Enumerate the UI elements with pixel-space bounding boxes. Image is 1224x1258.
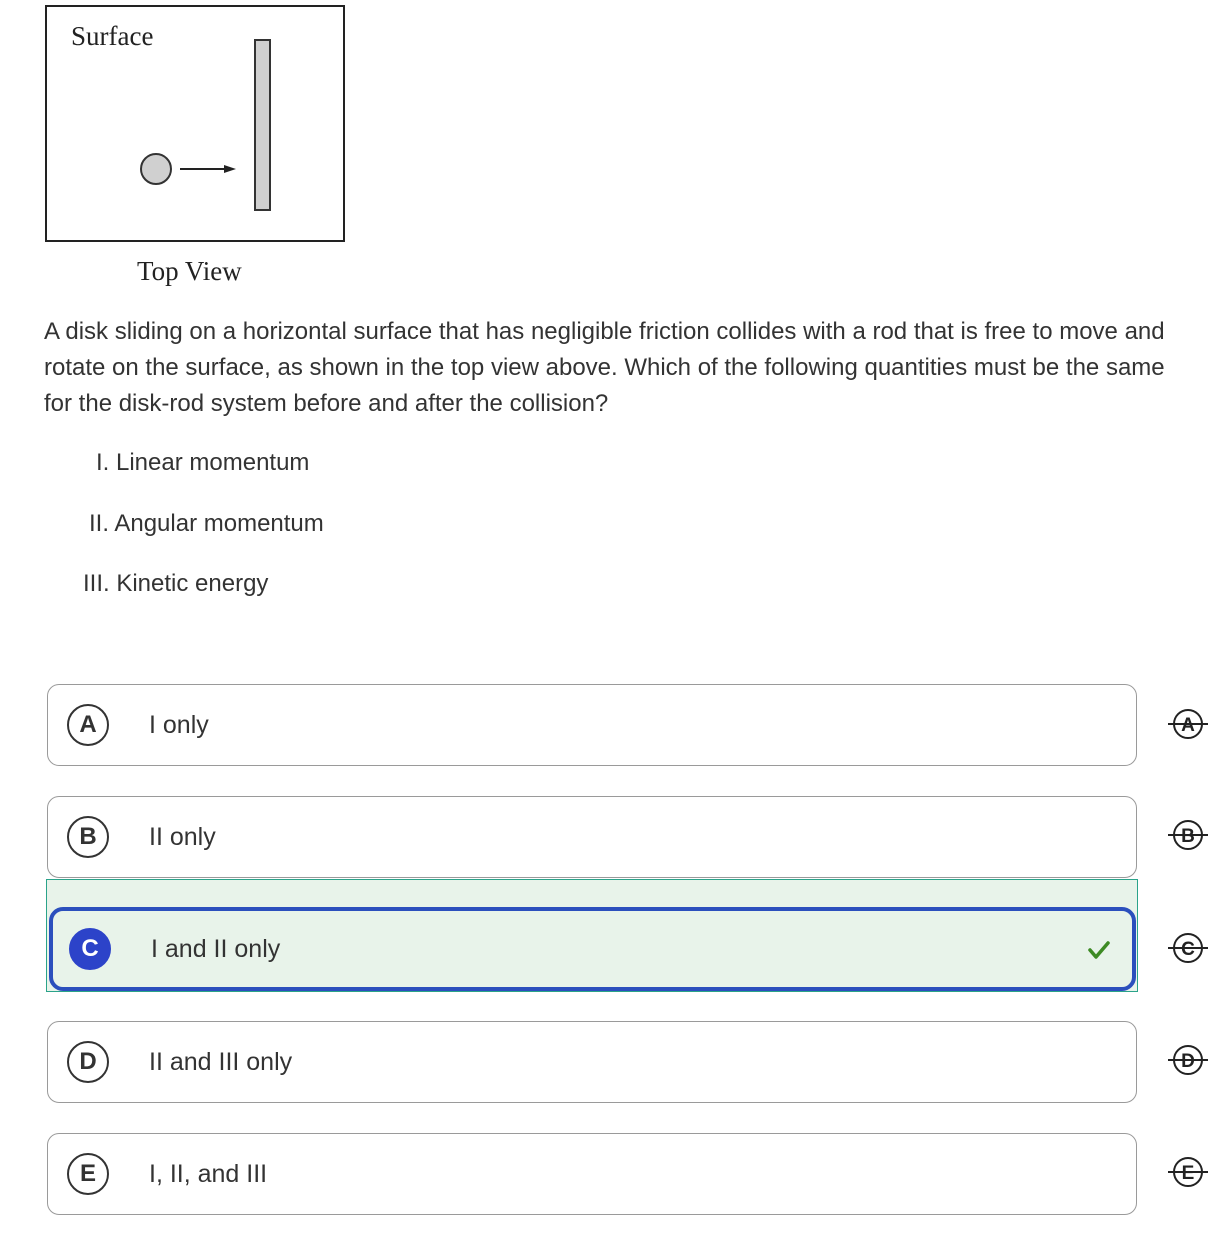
option-letter-badge: D: [67, 1041, 109, 1083]
question-line: for the disk-rod system before and after the collision?: [44, 390, 609, 417]
eliminate-option-d-icon[interactable]: [1166, 1038, 1210, 1082]
question-text: [44, 314, 1224, 422]
eliminate-letter: A: [1181, 715, 1195, 736]
answer-option-a[interactable]: [47, 684, 1137, 766]
answer-option-c[interactable]: [49, 907, 1136, 991]
statement-3: III. Kinetic energy: [83, 570, 269, 597]
option-text: I and II only: [151, 934, 281, 963]
eliminate-option-a-icon[interactable]: [1166, 702, 1210, 746]
diagram-caption: Top View: [137, 256, 242, 286]
option-text: II and III only: [149, 1047, 293, 1076]
option-text: I, II, and III: [149, 1159, 268, 1188]
option-text: II only: [149, 822, 216, 851]
diagram-label-surface: Surface: [71, 21, 154, 51]
eliminate-letter: D: [1181, 1051, 1195, 1072]
question-line: rotate on the surface, as shown in the top view above. Which of the following quantities must be the same: [44, 354, 1165, 381]
eliminate-option-c-icon[interactable]: [1166, 926, 1210, 970]
eliminate-letter: B: [1181, 826, 1195, 847]
disk-shape: [140, 153, 172, 185]
eliminate-letter: C: [1181, 939, 1195, 960]
option-letter-badge: A: [67, 704, 109, 746]
eliminate-option-e-icon[interactable]: [1166, 1150, 1210, 1194]
answer-option-d[interactable]: [47, 1021, 1137, 1103]
arrow-icon: [180, 162, 236, 176]
option-letter-badge: C: [69, 928, 111, 970]
checkmark-icon: [1088, 939, 1110, 961]
rod-shape: [254, 39, 271, 211]
eliminate-option-b-icon[interactable]: [1166, 813, 1210, 857]
option-letter-badge: B: [67, 816, 109, 858]
eliminate-letter: E: [1181, 1163, 1195, 1184]
option-letter-badge: E: [67, 1153, 109, 1195]
diagram-surface-box: [45, 5, 345, 242]
option-text: I only: [149, 710, 209, 739]
question-line: A disk sliding on a horizontal surface that has negligible friction collides with a rod that is free to move and: [44, 318, 1165, 345]
statement-1: I. Linear momentum: [96, 449, 310, 476]
answer-option-e[interactable]: [47, 1133, 1137, 1215]
statement-2: II. Angular momentum: [89, 510, 324, 537]
answer-option-b[interactable]: [47, 796, 1137, 878]
